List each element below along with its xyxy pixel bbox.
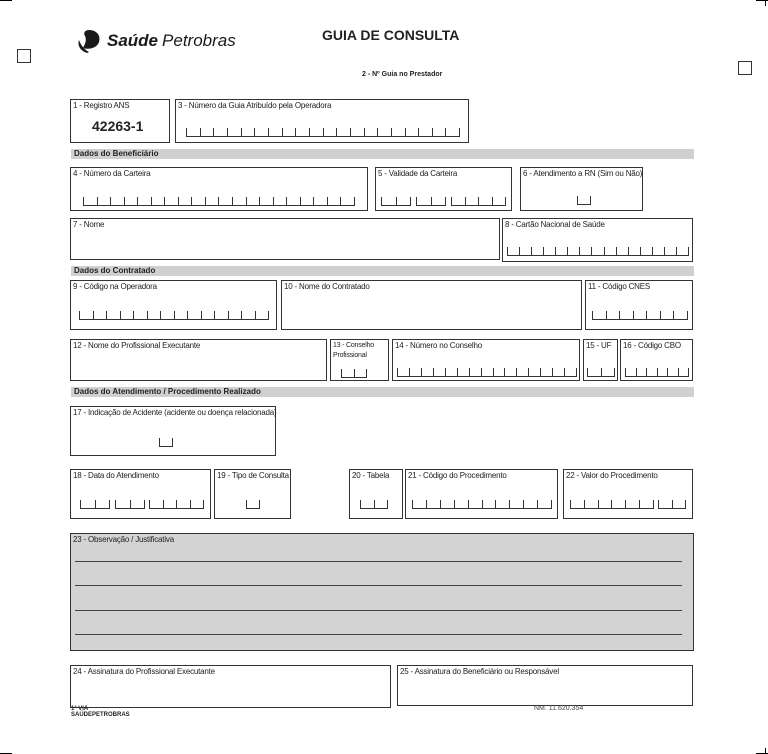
tipo-consulta-field[interactable] [214,469,291,519]
codigo-operadora-label: 9 - Código na Operadora [73,282,157,291]
observacao-line-3 [75,610,682,611]
assinatura-profissional-label: 24 - Assinatura do Profissional Executante [73,667,215,676]
uf-comb [587,368,615,377]
nome-label: 7 - Nome [73,220,105,229]
numero-conselho-field[interactable] [392,339,580,381]
cartao-nacional-label: 8 - Cartão Nacional de Saúde [505,220,605,229]
tipo-consulta-label: 19 - Tipo de Consulta [217,471,289,480]
footer-via: 1ª VIA [71,706,89,712]
nome-field[interactable] [70,218,500,260]
nome-contratado-field[interactable] [281,280,582,330]
valor-procedimento-field[interactable] [563,469,693,519]
cartao-nacional-field[interactable] [502,218,693,262]
codigo-operadora-comb [79,311,269,320]
codigo-procedimento-field[interactable] [405,469,558,519]
atendimento-rn-comb [577,196,591,205]
validade-carteira-label: 5 - Validade da Carteira [378,169,458,178]
assinatura-beneficiario-field[interactable] [397,665,693,706]
numero-carteira-field[interactable] [70,167,368,211]
observacao-line-1 [75,561,682,562]
logo-text-light: Petrobras [162,31,236,50]
codigo-cnes-field[interactable] [585,280,693,330]
corner-tick-bottom-right [765,748,766,754]
guide-prestador-label: 2 - Nº Guia no Prestador [362,71,443,78]
observacao-label: 23 - Observação / Justificativa [73,535,174,544]
conselho-profissional-comb [341,369,367,378]
registro-ans-label: 1 - Registro ANS [73,101,130,110]
numero-carteira-label: 4 - Número da Carteira [73,169,151,178]
corner-mark-top-left [0,0,12,1]
codigo-procedimento-label: 21 - Código do Procedimento [408,471,507,480]
numero-guia-comb [186,128,460,137]
numero-carteira-comb [83,197,355,206]
codigo-cbo-label: 16 - Código CBO [623,341,681,350]
data-atendimento-field[interactable] [70,469,211,519]
registro-ans-value: 42263-1 [92,118,144,134]
data-atendimento-day-comb [80,500,110,509]
corner-tick-right [765,0,766,6]
uf-label: 15 - UF [586,341,612,350]
atendimento-rn-field[interactable] [520,167,643,211]
petrobras-leaf-icon [75,28,103,54]
atendimento-rn-label: 6 - Atendimento a RN (Sim ou Não) [523,169,643,178]
footer-code: NM. 11.620.354 [534,705,584,712]
section-contratado: Dados do Contratado [71,266,694,276]
footer-company: SAÚDEPETROBRAS [71,712,130,718]
data-atendimento-label: 18 - Data do Atendimento [73,471,159,480]
valor-procedimento-integer-comb [570,500,654,509]
tipo-consulta-comb [246,500,260,509]
indicacao-acidente-comb [159,438,173,447]
registro-ans-field[interactable] [70,99,170,143]
conselho-profissional-field[interactable] [330,339,389,381]
numero-conselho-label: 14 - Número no Conselho [395,341,483,350]
codigo-cbo-comb [625,368,689,377]
tabela-label: 20 - Tabela [352,471,390,480]
assinatura-beneficiario-label: 25 - Assinatura do Beneficiário ou Responsável [400,667,559,676]
nome-profissional-field[interactable] [70,339,327,381]
numero-guia-field[interactable] [175,99,469,143]
corner-mark-top-right [756,0,768,1]
conselho-profissional-label-2: Profissional [333,352,367,359]
validade-day-comb [381,197,411,206]
validade-carteira-field[interactable] [375,167,512,211]
validade-year-comb [451,197,506,206]
codigo-operadora-field[interactable] [70,280,277,330]
tabela-field[interactable] [349,469,403,519]
indicacao-acidente-field[interactable] [70,406,276,456]
indicacao-acidente-label: 17 - Indicação de Acidente (acidente ou doença relacionada) [73,408,277,417]
validade-month-comb [416,197,446,206]
codigo-cnes-comb [592,311,688,320]
data-atendimento-month-comb [115,500,145,509]
nome-profissional-label: 12 - Nome do Profissional Executante [73,341,201,350]
valor-procedimento-cents-comb [658,500,686,509]
nome-contratado-label: 10 - Nome do Contratado [284,282,370,291]
section-beneficiario: Dados do Beneficiário [71,149,694,159]
codigo-cbo-field[interactable] [620,339,693,381]
cartao-nacional-comb [507,247,689,256]
uf-field[interactable] [583,339,618,381]
page-title: GUIA DE CONSULTA [322,27,460,43]
logo-text-bold: Saúde [107,31,159,50]
data-atendimento-year-comb [149,500,204,509]
registration-mark-right [738,61,752,75]
assinatura-profissional-field[interactable] [70,665,391,708]
tabela-comb [360,500,388,509]
observacao-line-2 [75,585,682,586]
registration-mark-left [17,49,31,63]
section-atendimento: Dados do Atendimento / Procedimento Realizado [71,387,694,397]
numero-conselho-comb [397,368,577,377]
codigo-procedimento-comb [412,500,552,509]
valor-procedimento-label: 22 - Valor do Procedimento [566,471,658,480]
saude-petrobras-logo [75,28,236,54]
codigo-cnes-label: 11 - Código CNES [588,282,651,291]
numero-guia-label: 3 - Número da Guia Atribuído pela Operadora [178,101,332,110]
observacao-line-4 [75,634,682,635]
conselho-profissional-label-1: 13 - Conselho [333,342,374,349]
